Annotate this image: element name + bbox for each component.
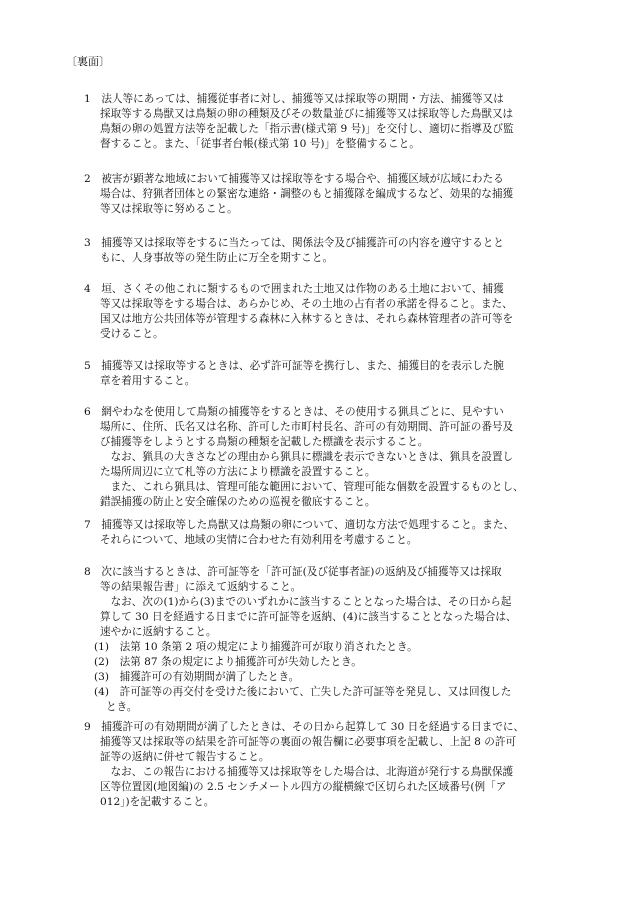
item-6-line-7: 錯誤捕獲の防止と安全確保のための巡視を徹底すること。 bbox=[100, 496, 376, 508]
item-6-line-3: び捕獲等をしようとする鳥類の種類を記載した標識を表示すること。 bbox=[100, 436, 429, 448]
list-item-3 bbox=[84, 236, 556, 266]
item-8-sub-1: (1) 法第 10 条第 2 項の規定により捕獲許可が取り消されたとき。 bbox=[94, 641, 418, 653]
item-6-line-2: 場所に、住所、氏名又は名称、許可した市町村長名、許可の有効期間、許可証の番号及 bbox=[100, 421, 514, 433]
item-6-line-4: なお、猟具の大きさなどの理由から猟具に標識を表示できないときは、猟具を設置し bbox=[100, 451, 514, 463]
item-4-line-1: 4 垣、さくその他これに類するもので囲まれた土地又は作物のある土地において、捕獲 bbox=[84, 283, 504, 295]
list-item-8 bbox=[84, 565, 556, 715]
list-item-5 bbox=[84, 359, 556, 389]
item-9-line-6: 012」)を記載すること。 bbox=[100, 796, 215, 808]
item-5-line-2: 章を着用すること。 bbox=[100, 375, 196, 387]
item-6-line-6: また、これら猟具は、管理可能な範囲において、管理可能な個数を設置するものとし、 bbox=[100, 481, 524, 493]
item-8-line-2: 等の結果報告書」に添えて返納すること。 bbox=[100, 581, 302, 593]
list-item-4 bbox=[84, 282, 556, 342]
item-9-line-4: なお、この報告における捕獲等又は採取等をした場合は、北海道が発行する鳥獣保護 bbox=[100, 766, 514, 778]
item-4-line-2: 等又は採取等をする場合は、あらかじめ、その土地の占有者の承諾を得ること。また、 bbox=[100, 298, 513, 310]
item-8-sub-2: (2) 法第 87 条の規定により捕獲許可が失効したとき。 bbox=[94, 656, 362, 668]
item-9-line-5: 区等位置図(地図編)の 2.5 センチメートル四方の縦横線で区切られた区域番号(例「ア bbox=[100, 781, 507, 793]
item-1-line-1: 1 法人等にあっては、捕獲従事者に対し、捕獲等又は採取等の期間・方法、捕獲等又は bbox=[84, 93, 504, 105]
list-item-9 bbox=[84, 720, 556, 810]
item-3-line-1: 3 捕獲等又は採取等をするに当たっては、関係法令及び捕獲許可の内容を遵守するとと bbox=[84, 237, 504, 249]
item-1-line-2: 採取等する鳥獣又は鳥類の卵の種類及びその数量並びに捕獲等又は採取等した鳥獣又は bbox=[100, 108, 514, 120]
item-8-sub-4: (4) 許可証等の再交付を受けた後において、亡失した許可証等を発見し、又は回復した bbox=[94, 686, 512, 698]
item-7-line-1: 7 捕獲等又は採取等した鳥獣又は鳥類の卵について、適切な方法で処理すること。また、 bbox=[84, 519, 515, 531]
item-8-sub-4-cont: とき。 bbox=[106, 701, 138, 713]
item-1-line-4: 督すること。また、「従事者台帳(様式第 10 号)」を整備すること。 bbox=[100, 138, 420, 150]
item-5-line-1: 5 捕獲等又は採取等するときは、必ず許可証等を携行し、また、捕獲目的を表示した腕 bbox=[84, 360, 504, 372]
item-7-line-2: それらについて、地域の実情に合わせた有効利用を考慮すること。 bbox=[100, 534, 418, 546]
list-item-6 bbox=[84, 405, 556, 510]
item-2-line-3: 等又は採取等に努めること。 bbox=[100, 203, 238, 215]
item-8-line-4: 算して 30 日を経過する日までに許可証等を返納、(4)に該当することとなった場合は、 bbox=[100, 611, 517, 623]
item-2-line-2: 場合は、狩猟者団体との緊密な連絡・調整のもと捕獲隊を編成するなど、効果的な捕獲 bbox=[100, 188, 514, 200]
item-4-line-3: 国又は地方公共団体等が管理する森林に入林するときは、それら森林管理者の許可等を bbox=[100, 313, 514, 325]
item-8-sub-3: (3) 捕獲許可の有効期間が満了したとき。 bbox=[94, 671, 300, 683]
item-8-line-5: 速やかに返納すること。 bbox=[100, 626, 217, 638]
item-6-line-5: た場所周辺に立て札等の方法により標識を設置すること。 bbox=[100, 466, 376, 478]
item-6-line-1: 6 網やわなを使用して鳥類の捕獲等をするときは、その使用する猟具ごとに、見やすい bbox=[84, 406, 504, 418]
item-8-line-1: 8 次に該当するときは、許可証等を「許可証(及び従事者証)の返納及び捕獲等又は採取 bbox=[84, 566, 502, 578]
item-2-line-1: 2 被害が顕著な地域において捕獲等又は採取等をする場合や、捕獲区域が広域にわたる bbox=[84, 173, 504, 185]
item-4-line-4: 受けること。 bbox=[100, 328, 164, 340]
list-item-1 bbox=[84, 92, 556, 152]
item-9-line-3: 証等の返納に併せて報告すること。 bbox=[100, 751, 270, 763]
item-1-line-3: 鳥類の卵の処置方法等を記載した「指示書(様式第 9 号)」を交付し、適切に指導及び監 bbox=[100, 123, 514, 135]
item-9-line-2: 捕獲等又は採取等の結果を許可証等の裏面の報告欄に必要事項を記載し、上記 8 の許可 bbox=[100, 736, 517, 748]
list-item-2 bbox=[84, 172, 556, 217]
item-9-line-1: 9 捕獲許可の有効期間が満了したときは、その日から起算して 30 日を経過する日までに、 bbox=[84, 721, 525, 733]
item-8-line-3: なお、次の(1)から(3)までのいずれかに該当することとなった場合は、その日から起 bbox=[100, 596, 512, 608]
page-header: 〔裏面〕 bbox=[66, 55, 110, 68]
list-item-7 bbox=[84, 518, 556, 548]
item-3-line-2: もに、人身事故等の発生防止に万全を期すこと。 bbox=[100, 252, 334, 264]
